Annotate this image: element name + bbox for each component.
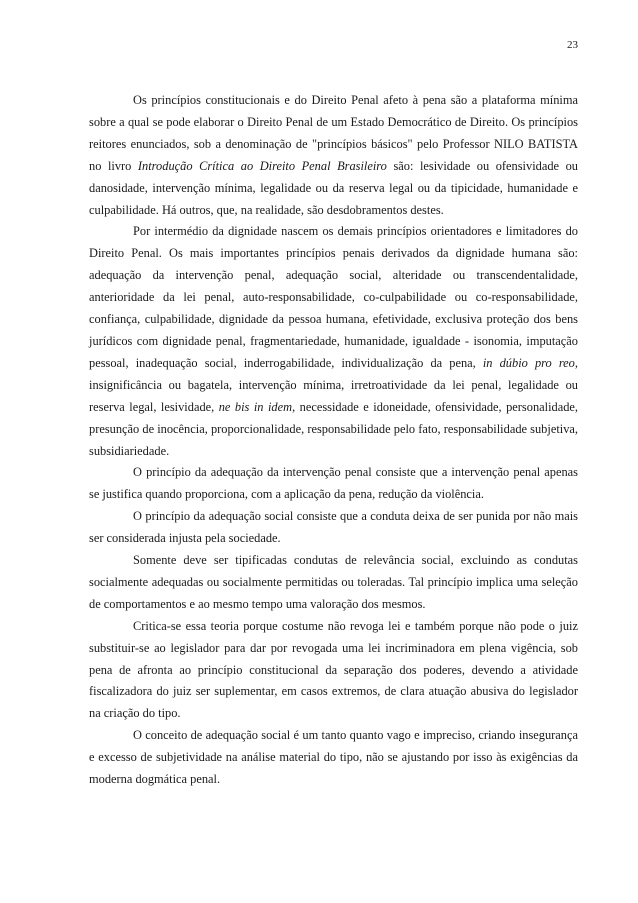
paragraph-5 — [89, 550, 578, 616]
page-number: 23 — [567, 39, 578, 51]
paragraph-2-text-2: , insignificância ou bagatela, intervenção mínima, irretroatividade da lei penal, legalidade ou reserva legal, lesividade, — [89, 355, 578, 414]
paragraph-2 — [89, 221, 578, 462]
paragraph-5-text: Somente deve ser tipificadas condutas de relevância social, excluindo as condutas socialmente adequadas ou socialmente permitidas ou toleradas. Tal princípio implica uma seleção de comportamentos e ao mesmo tempo uma valoração dos mesmos. — [89, 553, 578, 611]
paragraph-1-text-1: Os princípios constitucionais e do Direito Penal afeto à pena são a plataforma mínima sobre a qual se pode elaborar o Direito Penal de um Estado Democrático de Direito. Os princípios reitores enunciados, sob a denominação de "princípios básicos" pelo Professor NILO BATISTA no livro — [89, 93, 578, 173]
paragraph-1-text-2: são: lesividade ou ofensividade ou danosidade, intervenção mínima, legalidade ou da reserva legal ou da tipicidade, humanidade e culpabilidade. Há outros, que, na realidade, são desdobramentos destes. — [89, 158, 578, 217]
paragraph-3 — [89, 462, 578, 506]
paragraph-6 — [89, 616, 578, 726]
paragraph-3-text: O princípio da adequação da intervenção penal consiste que a intervenção penal apenas se justifica quando proporciona, com a aplicação da pena, redução da violência. — [89, 465, 578, 502]
paragraph-2-text-3: , necessidade e idoneidade, ofensividade, personalidade, presunção de inocência, proporcionalidade, responsabilidade pelo fato, responsabilidade subjetiva, subsidiariedade. — [89, 399, 579, 458]
paragraph-7-text: O conceito de adequação social é um tanto quanto vago e impreciso, criando insegurança e excesso de subjetividade na análise material do tipo, não se ajustando por isso às exigências da moderna dogmática penal. — [89, 728, 578, 787]
paragraph-6-text: Critica-se essa teoria porque costume não revoga lei e também porque não pode o juiz substituir-se ao legislador para dar por revogada uma lei incriminadora em plena vigência, sob pena de afronta ao princípio constitucional da separação dos poderes, devendo a atividade fiscalizadora do juiz ser suplementar, em casos extremos, de clara atuação abusiva do legislador na criação do tipo. — [89, 618, 578, 721]
paragraph-4-text: O princípio da adequação social consiste que a conduta deixa de ser punida por não mais ser considerada injusta pela sociedade. — [89, 509, 578, 546]
paragraph-1 — [89, 90, 578, 221]
book-title: Introdução Crítica ao Direito Penal Brasileiro — [137, 158, 387, 173]
latin-term-ne-bis-in-idem: ne bis in idem — [218, 399, 293, 414]
paragraph-2-text-1: Por intermédio da dignidade nascem os demais princípios orientadores e limitadores do Direito Penal. Os mais importantes princípios penais derivados da dignidade humana são: adequação da intervenção penal, adequação social, alteridade ou transcendentalidade, anterioridade da lei penal, auto-responsabilidade, co-culpabilidade ou co-responsabilidade, confiança, culpabilidade, dignidade da pessoa humana, efetividade, exclusiva proteção dos bens jurídicos com dignidade penal, fragmentariedade, humanidade, igualdade - isonomia, imputação pessoal, inadequação social, inderrogabilidade, individualização da pena, — [89, 224, 578, 370]
latin-term-in-dubio-pro-reo: in dúbio pro reo — [482, 355, 575, 370]
paragraph-4 — [89, 506, 578, 550]
body-text — [89, 90, 578, 791]
paragraph-7 — [89, 725, 578, 791]
